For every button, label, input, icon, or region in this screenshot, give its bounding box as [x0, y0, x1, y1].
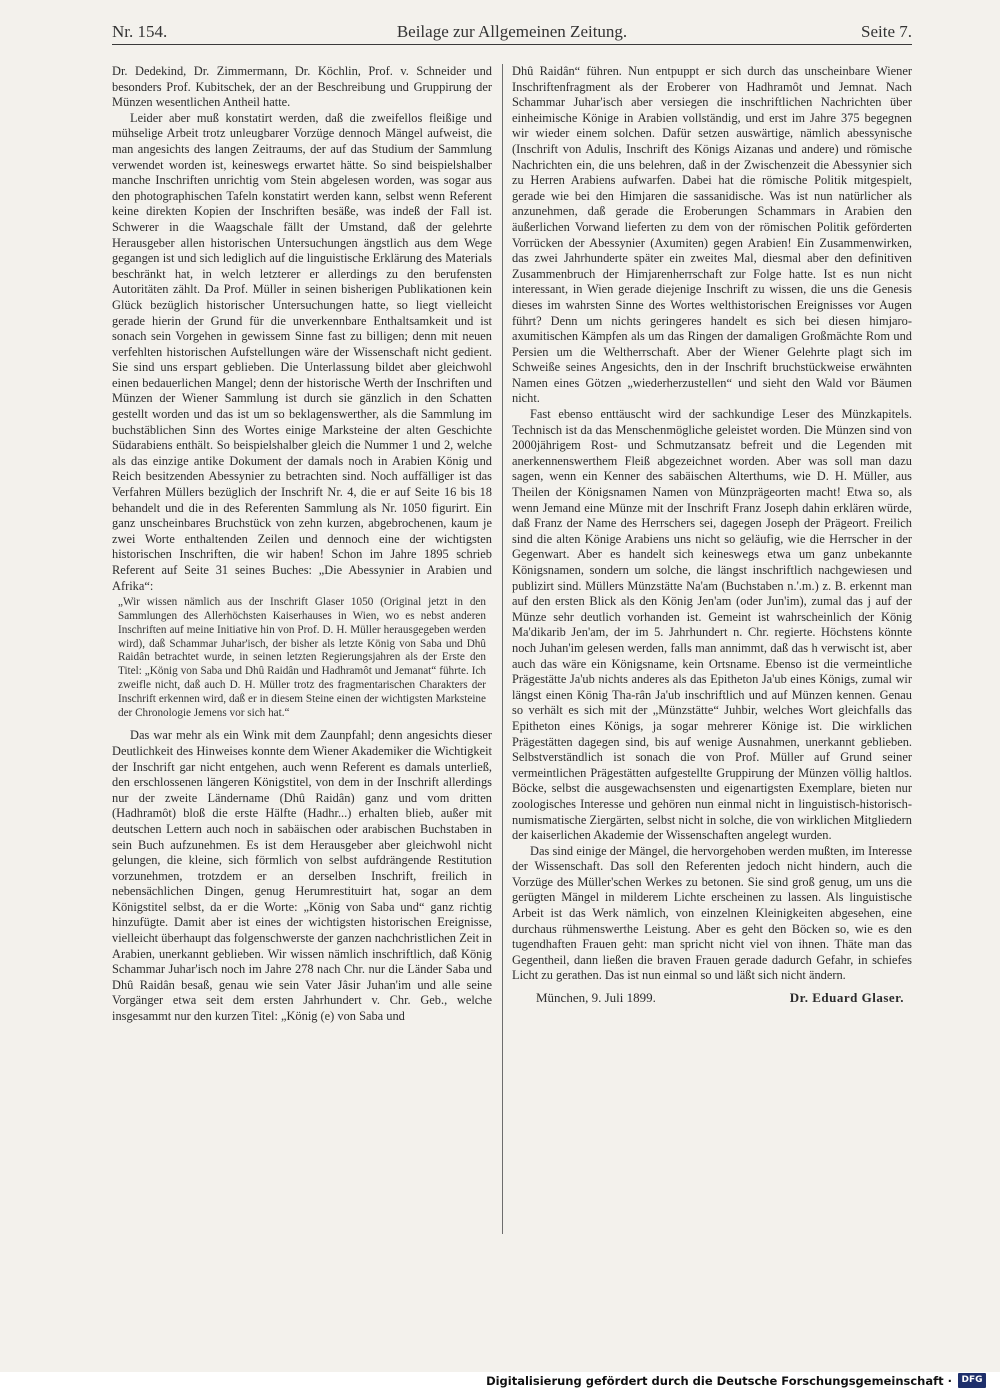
left-column: [112, 64, 492, 1025]
paragraph: Das war mehr als ein Wink mit dem Zaunpfahl; denn angesichts dieser Deutlichkeit des Hinweises konnte dem Wiener Akademiker die Wichtigkeit der Inschrift gar nicht entgehen, auch wenn Referent es damals unterließ, den erschlossenen längeren Königstitel, von dem in der Inschrift allerdings nur der zweite Ländername (Dhû Raidân) ganz und vom dritten (Hadhramôt) bloß die erste Hälfte (Hadhr...) erhalten blieb, außer mit deutschen Lettern auch noch in sabäischen oder arabischen Buchstaben in sein Buch aufzunehmen. Es ist dem Herausgeber aber gleichwohl nicht gelungen, die kleine, sich förmlich von selbst aufdrängende Restitution vorzunehmen, trotzdem er an derselben Inschrift, freilich in nebensächlichen Dingen, genug Herumrestituirt hat, sogar an dem Königstitel selbst, da er die Worte: „König von Saba und“ ganz richtig hinzufügte. Damit aber ist eines der wichtigsten historischen Ereignisse, vielleicht überhaupt das folgenschwerste der ganzen nachchristlichen Zeit in Arabien, unerkannt geblieben. Wir wissen nämlich inschriftlich, daß König Schammar Juhar'isch noch im Jahre 278 nach Chr. nur die Länder Saba und Dhû Raidân besaß, genau wie sein Vater Jâsir Juhan'im und alle seine Vorgänger etwa seit dem ersten Jahrhundert v. Chr. Geb., welche insgesammt nur den kurzen Titel: „König (e) von Saba und: [112, 728, 492, 1024]
paragraph: Leider aber muß konstatirt werden, daß die zweifellos fleißige und mühselige Arbeit trotz unleugbarer Vorzüge dennoch Mängel aufweist, die man angesichts des langen Zeitraums, der auf das Studium der Sammlung verwendet worden ist, keineswegs erwartet hätte. So sind beispielshalber manche Inschriften unrichtig vom Stein abgelesen worden, was sogar aus den photographischen Tafeln konstatirt werden kann, selbst wenn Referent keine direkten Kopien der Inschriften besäße, was indeß der Fall ist. Schwerer in die Waagschale fällt der Umstand, daß der gelehrte Herausgeber allen historischen Untersuchungen ängstlich aus dem Wege gegangen ist und sich lediglich auf die linguistische Erklärung des Materials beschränkt hat, in welch letzterer er allerdings zu den berufensten Autoritäten zählt. Da Prof. Müller in seinen bisherigen Publikationen kein Glück bezüglich historischer Untersuchungen hatte, so liegt vielleicht gerade hierin der Grund für die unverkennbare Enthaltsamkeit und ist sonach sein Vorgehen in gewissem Sinne fast zu billigen; denn mit neuen verfehlten historischen Aufstellungen wäre der Wissenschaft nicht gedient. Sie sind uns erspart geblieben. Die Unterlassung bildet aber gleichwohl einen bedauerlichen Mangel; denn der historische Werth der Inschriften und Münzen der Wiener Sammlung ist durch sie gänzlich in den Schatten gestellt worden und das ist um so beklagenswerther, als die Sammlung im buchstäblichen Sinn des Wortes einige Marksteine der alten Geschichte Südarabiens enthält. So beispielshalber gleich die Nummer 1 und 2, welche als das einzige antike Dokument der damals noch in Arabien König und Reich besitzenden Abessynier zu betrachten sind. Noch auffälliger ist das Verfahren Müllers bezüglich der Inschrift Nr. 4, die er auf Seite 16 bis 18 behandelt und die in des Referenten Sammlung als Nr. 1050 figurirt. Ein ganz unscheinbares Bruchstück von zehn kurzen, abgebrochenen, kaum je zwei Worte enthaltenden Zeilen und dennoch eine der wichtigsten historischen Inschriften, die wir haben! Schon im Jahre 1895 schrieb Referent auf Seite 31 seines Buches: „Die Abessynier in Arabien und Afrika“:: [112, 110, 492, 593]
funding-credit: Digitalisierung gefördert durch die Deutsche Forschungsgemeinschaft ·: [486, 1374, 952, 1388]
signature-line: [512, 990, 912, 1008]
right-column: [512, 64, 912, 1008]
paragraph: Das sind einige der Mängel, die hervorgehoben werden mußten, im Interesse der Wissenschaft. Das soll den Referenten jedoch nicht hindern, auch die Vorzüge des Müller'schen Werkes zu betonen. Sie sind groß genug, um uns die gerügten Mängel in milderem Lichte erscheinen zu lassen. Als linguistische Arbeit ist das Werk nämlich, von einzelnen Kleinigkeiten abgesehen, eine durchaus rühmenswerthe Leistung. Aber es geht den Böcken so, wie es den tugendhaften Frauen geht: man spricht nicht viel von ihnen. Thäte man das Gegentheil, dann ließen die braven Frauen gerade dadurch Gefahr, in schiefes Licht zu gerathen. Das ist nun einmal so und läßt sich nicht ändern.: [512, 843, 912, 983]
place-date: München, 9. Juli 1899.: [536, 990, 656, 1006]
supplement-title: Beilage zur Allgemeinen Zeitung.: [396, 22, 628, 41]
paragraph: Dhû Raidân“ führen. Nun entpuppt er sich durch das unscheinbare Wiener Inschriftenfragment als der Eroberer von Hadhramôt und Jemnat. Nach Schammar Juhar'isch aber versiegen die inschriftlichen Nachrichten über einheimische Könige in Arabien vollständig, und erst im Jahre 375 begegnen wir wieder einem solchen. Dafür setzen auswärtige, nämlich abessynische (Inschrift von Adulis, Inschrift des Königs Aizanas und andere) und römische Nachrichten ein, die uns belehren, daß in der Zwischenzeit die Abessynier sich zu Herren Arabiens aufwarfen. Dabei hat die römische Politik mitgespielt, gerade wie bei den Himjaren die sassanidische. Was ist nun natürlicher als anzunehmen, daß gerade die Eroberungen Schammars in Arabien den äußerlichen Vorwand lieferten zu dem von der römischen Politik geförderten Vorrücken der Abessynier (Axumiten) gegen Arabien! Ein Zusammenwirken, das zwei Jahrhunderte später ein zweites Mal, diesmal aber den definitiven Zusammenbruch der Himjarenherrschaft zur Folge hatte. Ist es nun nicht interessant, in Wien gerade diejenige Inschrift zu wissen, die uns die Genesis dieses im wahrsten Sinne des Wortes welthistorischen Ereignisses vor Augen führt? Denn um nichts geringeres handelt es sich bei diesen himjaro-axumitischen Kämpfen als um das Ringen der damaligen Großmächte Rom und Persien um die Weltherrschaft. Aber der Wiener Gelehrte plagt sich im Schweiße seines Angesichts, den in der Inschrift bruchstückweise erwähnten Namen eines Götzen „wiederherzustellen“ und sieht den Wald vor Bäumen nicht.: [512, 64, 912, 406]
paragraph: Fast ebenso enttäuscht wird der sachkundige Leser des Münzkapitels. Technisch ist da das Menschenmögliche geleistet worden. Die Münzen sind von 2000jährigem Rost- und Schmutzansatz befreit und die Legenden mit anerkennenswerthem Fleiß abgezeichnet worden. Aber was soll man dazu sagen, wenn ein Kenner des sabäischen Alterthums, wie D. H. Müller, aus Theilen der Königsnamen Namen von Münzprägeorten macht! Etwa so, als wenn Jemand eine Münze mit der Inschrift Franz Joseph dahin erklären würde, daß Franz der Name des Herrschers sei, dagegen Joseph der Prägeort. Freilich sind die alten Könige Arabiens uns nicht so geläufig, wie die Herrscher in der Gegenwart. Aber es handelt sich keineswegs etwa um ganz unbekannte Königsnamen, sondern um solche, die längst inschriftlich nachgewiesen und publizirt sind. Müllers Münzstätte Na'am (Buchstaben n.'.m.) z. B. erkennt man auf den ersten Blick als den König Jen'am (oder Jun'im), zumal das j auf der Münze sehr deutlich vorhanden ist. Gemeint ist wahrscheinlich der König Ma'dikarib Jen'am, der im 5. Jahrhundert n. Chr. regierte. Höchstens könnte noch Juhan'im gelesen werden, falls man annimmt, daß das h verwischt ist, aber auch das wäre ein Königsname, kein Ortsname. Ebenso ist die vermeintliche Prägestätte Ja'ub nichts anderes als das Epitheton Ja'ub eines Königs, zumal wir längst einen König Tha-rân Ja'ub inschriftlich und auf Münzen kennen. Genau so verhält es sich mit der „Münzstätte“ Juhbir, welches Wort gleichfalls das Epitheton eines Königs, ja sogar mehrerer Könige ist. Die wirklichen Prägestätten dagegen sind, bis auf wenige Ausnahmen, unerkannt geblieben. Selbstverständlich ist sonach die von Prof. Müller auf Grund seiner vermeintlichen Prägestätten aufgestellte Gruppirung der Münzen völlig haltlos. Böcke, selbst die ausgewachsensten und eigenartigsten Exemplare, bieten nur zoologisches Interesse und gehören nun einmal nicht in linguistisch-historisch-numismatische Ziergärten, selbst nicht in solche, die von wirklichen Mitgliedern der kaiserlichen Akademie der Wissenschaften angelegt wurden.: [512, 407, 912, 843]
paragraph: Dr. Dedekind, Dr. Zimmermann, Dr. Köchlin, Prof. v. Schneider und besonders Prof. Kubitschek, der an der Beschreibung und Gruppirung der Münzen wesentlichen Antheil hatte.: [112, 64, 492, 110]
page-header: [112, 18, 912, 45]
page-number: Seite 7.: [861, 22, 912, 41]
author-name: Dr. Eduard Glaser.: [789, 990, 904, 1006]
dfg-logo: DFG: [958, 1373, 986, 1388]
column-divider: [502, 64, 503, 1234]
block-quote: „Wir wissen nämlich aus der Inschrift Glaser 1050 (Original jetzt in den Sammlungen des Allerhöchsten Kaiserhauses in Wien, wo es nebst anderen Inschriften auf meine Initiative hin von Prof. D. H. Müller herausgegeben werden wird), daß Schammar Juhar'isch, der bisher als letzte König von Saba und Dhû Raidân betrachtet wurde, in seinen letzten Regierungsjahren als der Erste den Titel: „König von Saba und Dhû Raidân und Hadhramôt und Jemanat“ führte. Ich zweifle nicht, daß auch D. H. Müller trotz des fragmentarischen Charakters der Inschrift erkennen wird, daß er in diesem Steine einen der wichtigsten Marksteine der Chronologie Jemens vor sich hat.“: [118, 596, 486, 719]
digitization-footer: [0, 1372, 1000, 1390]
issue-number: Nr. 154.: [112, 22, 168, 41]
